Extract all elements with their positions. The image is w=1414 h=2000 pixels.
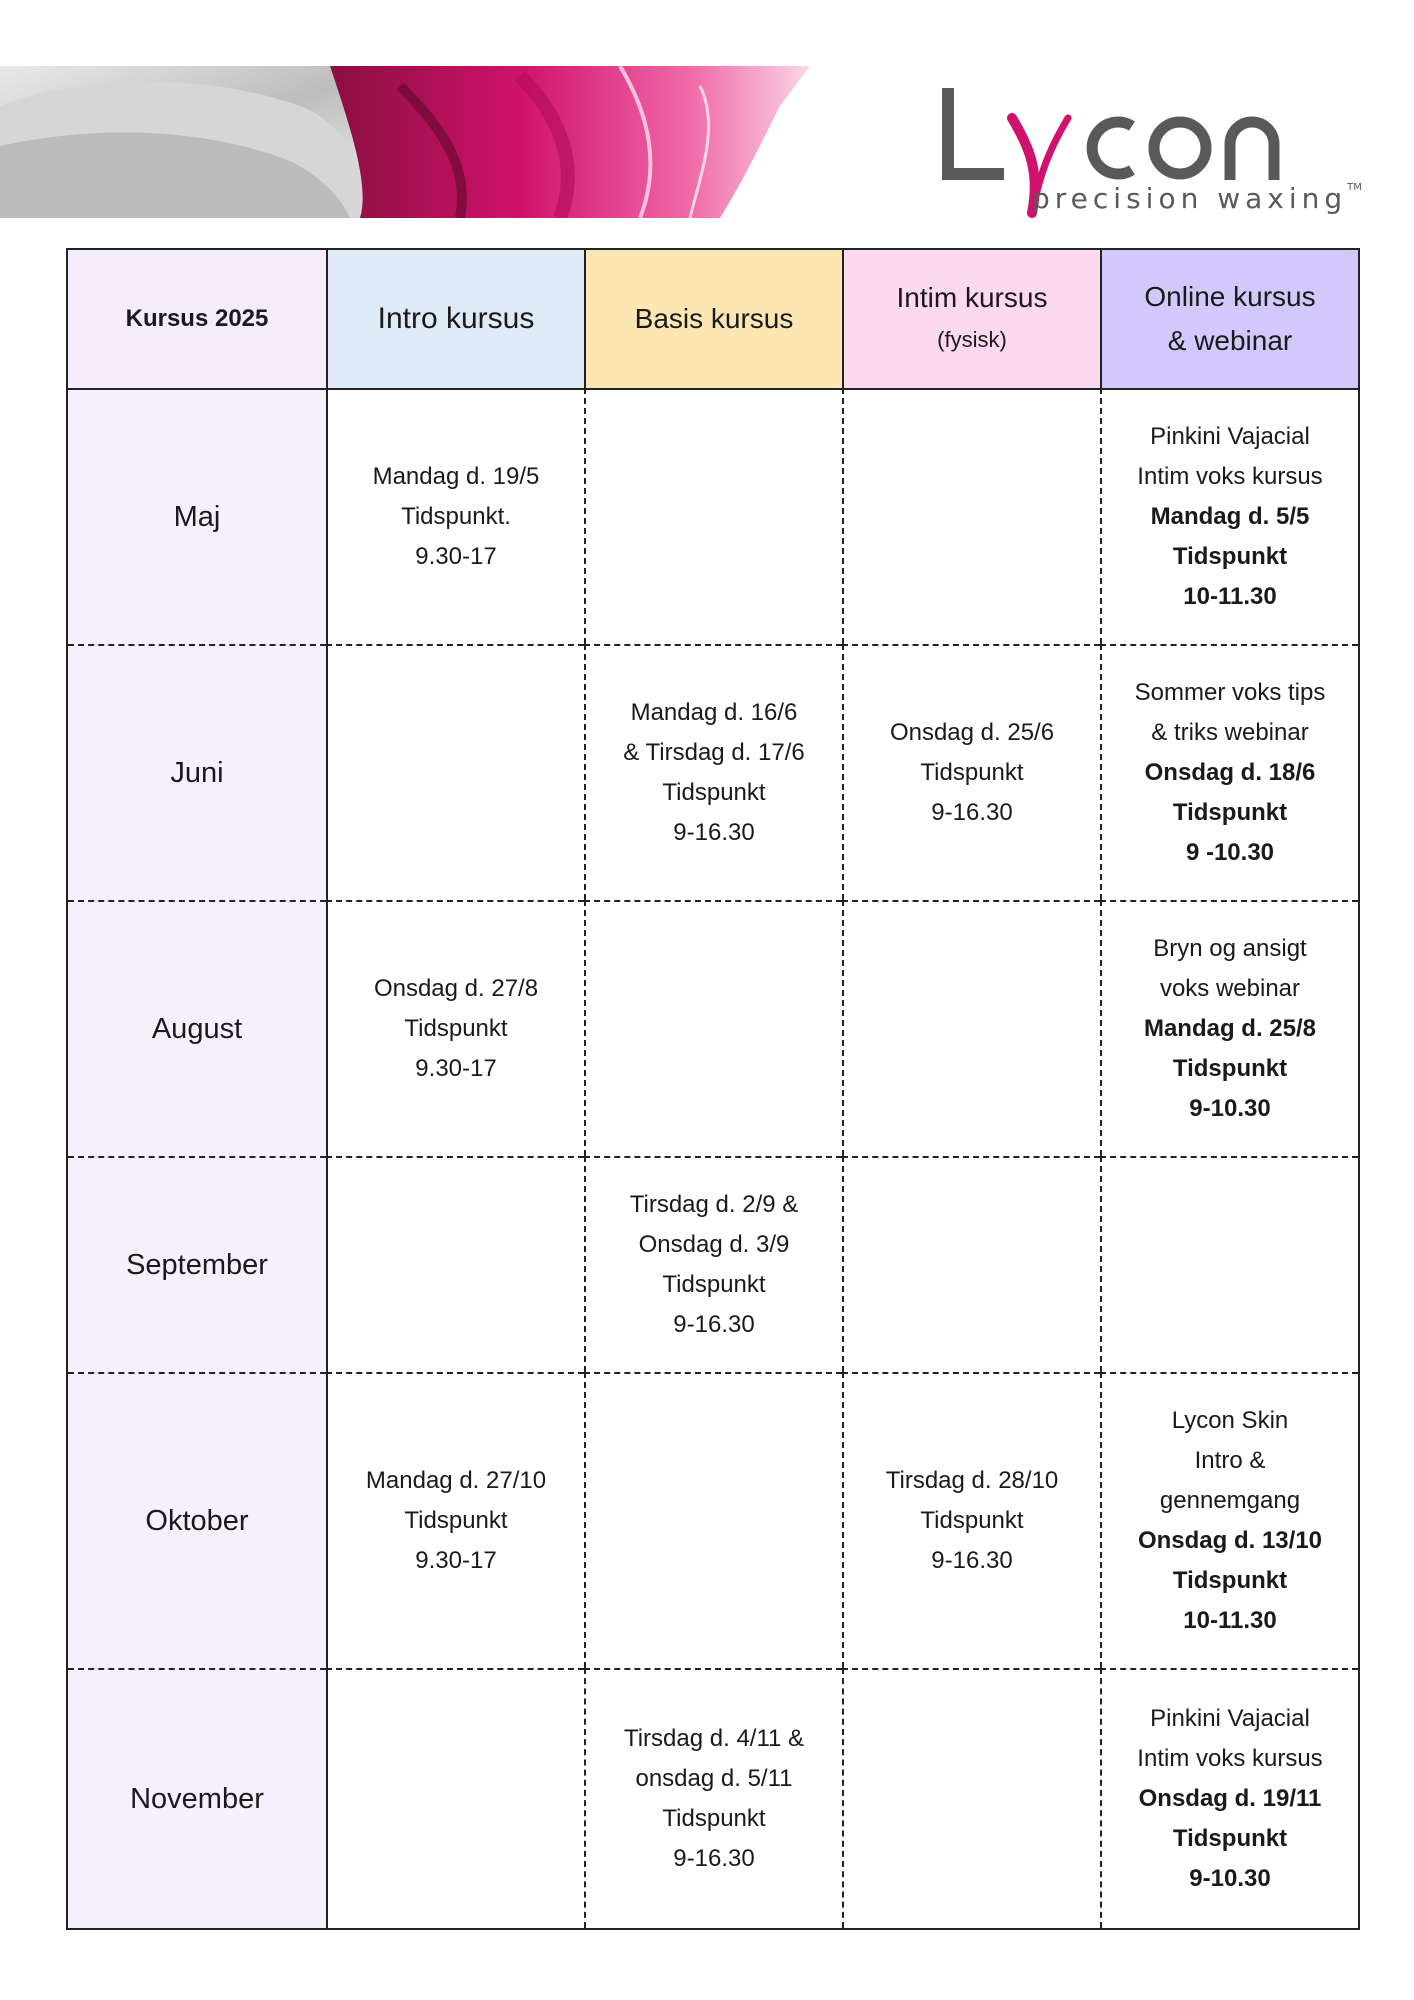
month-label: November [68,1668,326,1928]
cell-bold-line: 9 -10.30 [1185,839,1275,866]
month-label: Juni [68,644,326,900]
course-schedule-table [66,248,1360,1930]
cell-text-line: Tidspunkt [404,1507,508,1534]
intro-kursus-cell [326,1372,584,1668]
cell-text-line: Lycon Skin [1171,1407,1289,1434]
cell-bold-line: Mandag d. 25/8 [1143,1015,1317,1042]
cell-text-line: Tidspunkt [662,1805,766,1832]
basis-kursus-cell [584,388,842,644]
intim-kursus-cell [842,1156,1100,1372]
intro-kursus-cell [326,388,584,644]
month-label: August [68,900,326,1156]
cell-text-line: Onsdag d. 3/9 [638,1231,790,1258]
month-label: Maj [68,388,326,644]
cell-bold-line: Onsdag d. 18/6 [1144,759,1316,786]
online-kursus-cell [1100,1156,1358,1372]
cell-text-line: & triks webinar [1151,719,1309,746]
basis-kursus-cell [584,644,842,900]
header-intim-kursus: Intim kursus (fysisk) [842,250,1100,388]
cell-text-line: 9-16.30 [931,799,1013,826]
cell-text-line: 9-16.30 [673,819,755,846]
table-row-oktober [68,1372,1358,1668]
basis-kursus-cell [584,900,842,1156]
header-corner: Kursus 2025 [68,250,326,388]
intim-kursus-cell [842,388,1100,644]
intim-kursus-cell [842,1668,1100,1928]
cell-text-line: 9-16.30 [931,1547,1013,1574]
intro-kursus-cell [326,644,584,900]
cell-text-line: onsdag d. 5/11 [635,1765,793,1792]
cell-text-line: Intim voks kursus [1137,463,1323,490]
cell-bold-line: 10-11.30 [1183,1607,1277,1634]
cell-bold-line: Tidspunkt [1172,1825,1288,1852]
online-kursus-cell [1100,1372,1358,1668]
cell-text-line: Tidspunkt [662,779,766,806]
cell-bold-line: Tidspunkt [1172,1055,1288,1082]
month-label: Oktober [68,1372,326,1668]
cell-text-line: Tidspunkt [920,759,1024,786]
cell-text-line: 9.30-17 [415,1055,497,1082]
cell-text-line: Mandag d. 27/10 [365,1467,547,1494]
cell-text-line: Tirsdag d. 28/10 [885,1467,1059,1494]
table-row-juni [68,644,1358,900]
cell-text-line: 9-16.30 [673,1311,755,1338]
logo-tagline: precision waxing™ [1032,182,1362,215]
cell-text-line: Tirsdag d. 4/11 & [623,1725,805,1752]
cell-text-line: Tidspunkt. [401,503,511,530]
cell-bold-line: Mandag d. 5/5 [1150,503,1310,530]
intro-kursus-cell [326,1156,584,1372]
cell-text-line: 9.30-17 [415,1547,497,1574]
intro-kursus-cell [326,1668,584,1928]
cell-bold-line: Tidspunkt [1172,799,1288,826]
online-kursus-cell [1100,644,1358,900]
header-online-kursus: Online kursus & webinar [1100,250,1358,388]
cell-text-line: Mandag d. 16/6 [630,699,798,726]
cell-bold-line: Tidspunkt [1172,543,1288,570]
header-basis-kursus: Basis kursus [584,250,842,388]
table-row-november [68,1668,1358,1928]
table-row-august [68,900,1358,1156]
intim-kursus-cell [842,900,1100,1156]
intim-kursus-cell [842,1372,1100,1668]
header-banner-image [0,66,810,218]
cell-bold-line: Onsdag d. 13/10 [1137,1527,1323,1554]
intro-kursus-cell [326,900,584,1156]
header-intro-kursus: Intro kursus [326,250,584,388]
cell-text-line: Intro & [1194,1447,1266,1474]
basis-kursus-cell [584,1668,842,1928]
online-kursus-cell [1100,388,1358,644]
month-label: September [68,1156,326,1372]
cell-bold-line: 9-10.30 [1189,1095,1271,1122]
online-kursus-cell [1100,900,1358,1156]
intim-kursus-cell [842,644,1100,900]
cell-text-line: Intim voks kursus [1137,1745,1323,1772]
table-header-row [68,250,1358,388]
cell-text-line: Tidspunkt [662,1271,766,1298]
table-row-september [68,1156,1358,1372]
cell-text-line: Sommer voks tips [1134,679,1326,706]
cell-text-line: Onsdag d. 27/8 [373,975,539,1002]
cell-text-line: Tidspunkt [920,1507,1024,1534]
basis-kursus-cell [584,1156,842,1372]
lycon-logo [940,78,1360,228]
cell-text-line: Mandag d. 19/5 [372,463,540,490]
table-row-maj [68,388,1358,644]
cell-bold-line: 9-10.30 [1189,1865,1271,1892]
cell-text-line: 9-16.30 [673,1845,755,1872]
cell-bold-line: Tidspunkt [1172,1567,1288,1594]
cell-bold-line: Onsdag d. 19/11 [1138,1785,1322,1812]
cell-text-line: Tidspunkt [404,1015,508,1042]
cell-text-line: 9.30-17 [415,543,497,570]
cell-text-line: gennemgang [1159,1487,1301,1514]
basis-kursus-cell [584,1372,842,1668]
cell-text-line: Tirsdag d. 2/9 & [629,1191,799,1218]
cell-text-line: Onsdag d. 25/6 [889,719,1055,746]
cell-text-line: & Tirsdag d. 17/6 [623,739,805,766]
cell-text-line: voks webinar [1159,975,1301,1002]
cell-text-line: Pinkini Vajacial [1150,1705,1310,1732]
cell-bold-line: 10-11.30 [1183,583,1277,610]
online-kursus-cell [1100,1668,1358,1928]
cell-text-line: Pinkini Vajacial [1150,423,1310,450]
cell-text-line: Bryn og ansigt [1153,935,1307,962]
